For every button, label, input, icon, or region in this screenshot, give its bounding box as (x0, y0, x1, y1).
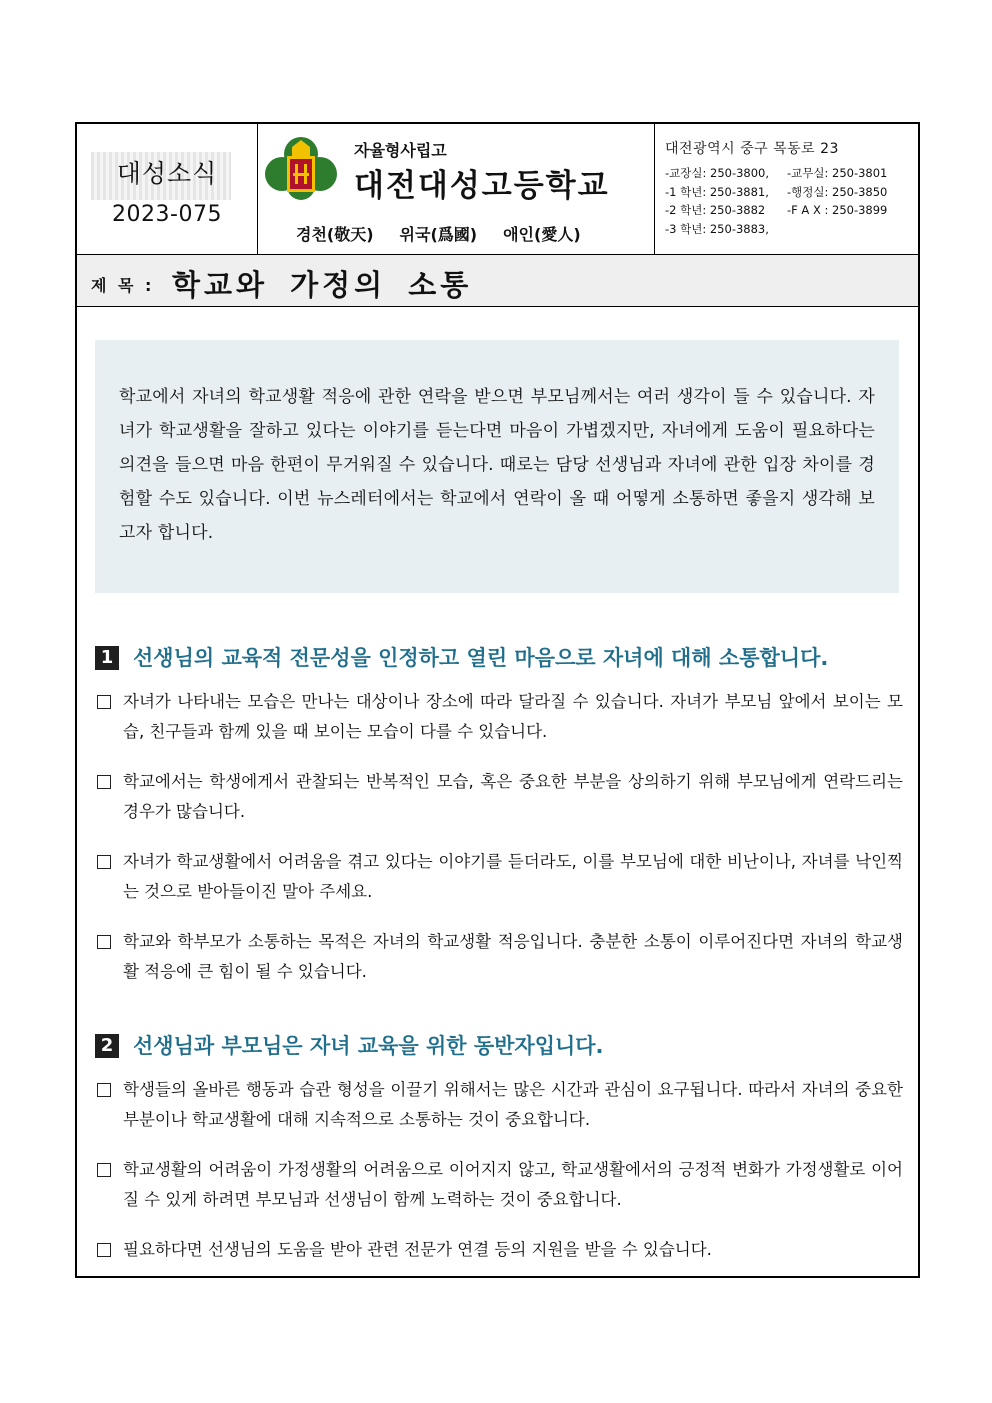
newsletter-document (75, 122, 920, 1278)
school-name: 대전대성고등학교 (354, 168, 610, 204)
list-item-text: 학교와 학부모가 소통하는 목적은 자녀의 학교생활 적응입니다. 충분한 소통이 이루어진다면 자녀의 학교생활 적응에 큰 힘이 될 수 있습니다. (123, 932, 903, 981)
list-item (97, 927, 903, 987)
phone-row (665, 201, 887, 220)
list-item-text: 필요하다면 선생님의 도움을 받아 관련 전문가 연결 등의 지원을 받을 수 있습니다. (123, 1240, 712, 1259)
checkbox-square-icon (97, 1163, 111, 1177)
phone-entry: -F A X : 250-3899 (787, 203, 888, 217)
list-item (97, 847, 903, 907)
checkbox-square-icon (97, 935, 111, 949)
subject-title: 학교와 가정의 소통 (172, 268, 473, 302)
intro-box (95, 340, 899, 593)
list-item (97, 1155, 903, 1215)
motto-2: 위국(爲國) (399, 225, 478, 244)
intro-text: 학교에서 자녀의 학교생활 적응에 관한 연락을 받으면 부모님께서는 여러 생각이 들 수 있습니다. 자녀가 학교생활을 잘하고 있다는 이야기를 듣는다면 마음이 가볍겠지만, 자녀에게 도움이 필요하다는 의견을 들으면 마음 한편이 무거워질 수 있습니다. 때로는 담당 선생님과 자녀에 관한 입장 차이를 경험할 수도 있습니다. 이번 뉴스레터에서는 학교에서 연락이 올 때 어떻게 소통하면 좋을지 생각해 보고자 합니다. (119, 387, 875, 543)
phone-entry: -교무실: 250-3801 (787, 166, 888, 180)
checkbox-square-icon (97, 1083, 111, 1097)
contact-cell (655, 124, 918, 254)
newsletter-title: 대성소식 (116, 159, 218, 188)
list-item (97, 1235, 903, 1265)
subject-bar (77, 255, 918, 307)
section-2-heading (95, 1030, 604, 1060)
motto-1: 경천(敬天) (296, 225, 374, 244)
phone-entry: -3 학년: 250-3883, (665, 221, 769, 236)
list-item-text: 자녀가 학교생활에서 어려움을 겪고 있다는 이야기를 듣더라도, 이를 부모님에 대한 비난이나, 자녀를 낙인찍는 것으로 받아들이진 말아 주세요. (123, 852, 903, 901)
list-item-text: 자녀가 나타내는 모습은 만나는 대상이나 장소에 따라 달라질 수 있습니다. 자녀가 부모님 앞에서 보이는 모습, 친구들과 함께 있을 때 보이는 모습이 다를 수 있습니다. (123, 692, 903, 741)
phone-row (665, 164, 887, 183)
phone-entry: -교장실: 250-3800, (665, 166, 770, 180)
phone-entry: -2 학년: 250-3882 (665, 203, 766, 217)
checkbox-square-icon (97, 695, 111, 709)
school-type: 자율형사립고 (354, 141, 447, 160)
header (77, 124, 918, 255)
section-title: 선생님과 부모님은 자녀 교육을 위한 동반자입니다. (133, 1034, 604, 1058)
newsletter-id-cell (77, 124, 258, 254)
list-item (97, 1075, 903, 1135)
phone-row (665, 183, 887, 202)
newsletter-number: 2023-075 (112, 202, 222, 227)
checkbox-square-icon (97, 775, 111, 789)
checkbox-square-icon (97, 1243, 111, 1257)
subject-label: 제 목 : (91, 276, 155, 295)
school-address: 대전광역시 중구 목동로 23 (665, 141, 839, 157)
motto-3: 애인(愛人) (503, 225, 581, 244)
phone-list (665, 164, 887, 238)
list-item-text: 학교에서는 학생에게서 관찰되는 반복적인 모습, 혹은 중요한 부분을 상의하기 위해 부모님에게 연락드리는 경우가 많습니다. (123, 772, 903, 821)
list-item-text: 학생들의 올바른 행동과 습관 형성을 이끌기 위해서는 많은 시간과 관심이 요구됩니다. 따라서 자녀의 중요한 부분이나 학교생활에 대해 지속적으로 소통하는 것이 중요합니다. (123, 1080, 903, 1129)
list-item (97, 767, 903, 827)
section-number-badge: 2 (95, 1034, 119, 1058)
list-item-text: 학교생활의 어려움이 가정생활의 어려움으로 이어지지 않고, 학교생활에서의 긍정적 변화가 가정생활로 이어질 수 있게 하려면 부모님과 선생님이 함께 노력하는 것이 중요합니다. (123, 1160, 903, 1209)
phone-entry: -1 학년: 250-3881, (665, 184, 769, 199)
phone-row (665, 220, 887, 239)
list-item (97, 687, 903, 747)
phone-entry: -행정실: 250-3850 (787, 184, 888, 199)
school-mottos (296, 222, 607, 245)
school-emblem-icon (262, 134, 340, 204)
section-title: 선생님의 교육적 전문성을 인정하고 열린 마음으로 자녀에 대해 소통합니다. (133, 646, 829, 670)
checkbox-square-icon (97, 855, 111, 869)
section-number-badge: 1 (95, 646, 119, 670)
section-1-heading (95, 642, 828, 672)
school-cell (258, 124, 655, 254)
